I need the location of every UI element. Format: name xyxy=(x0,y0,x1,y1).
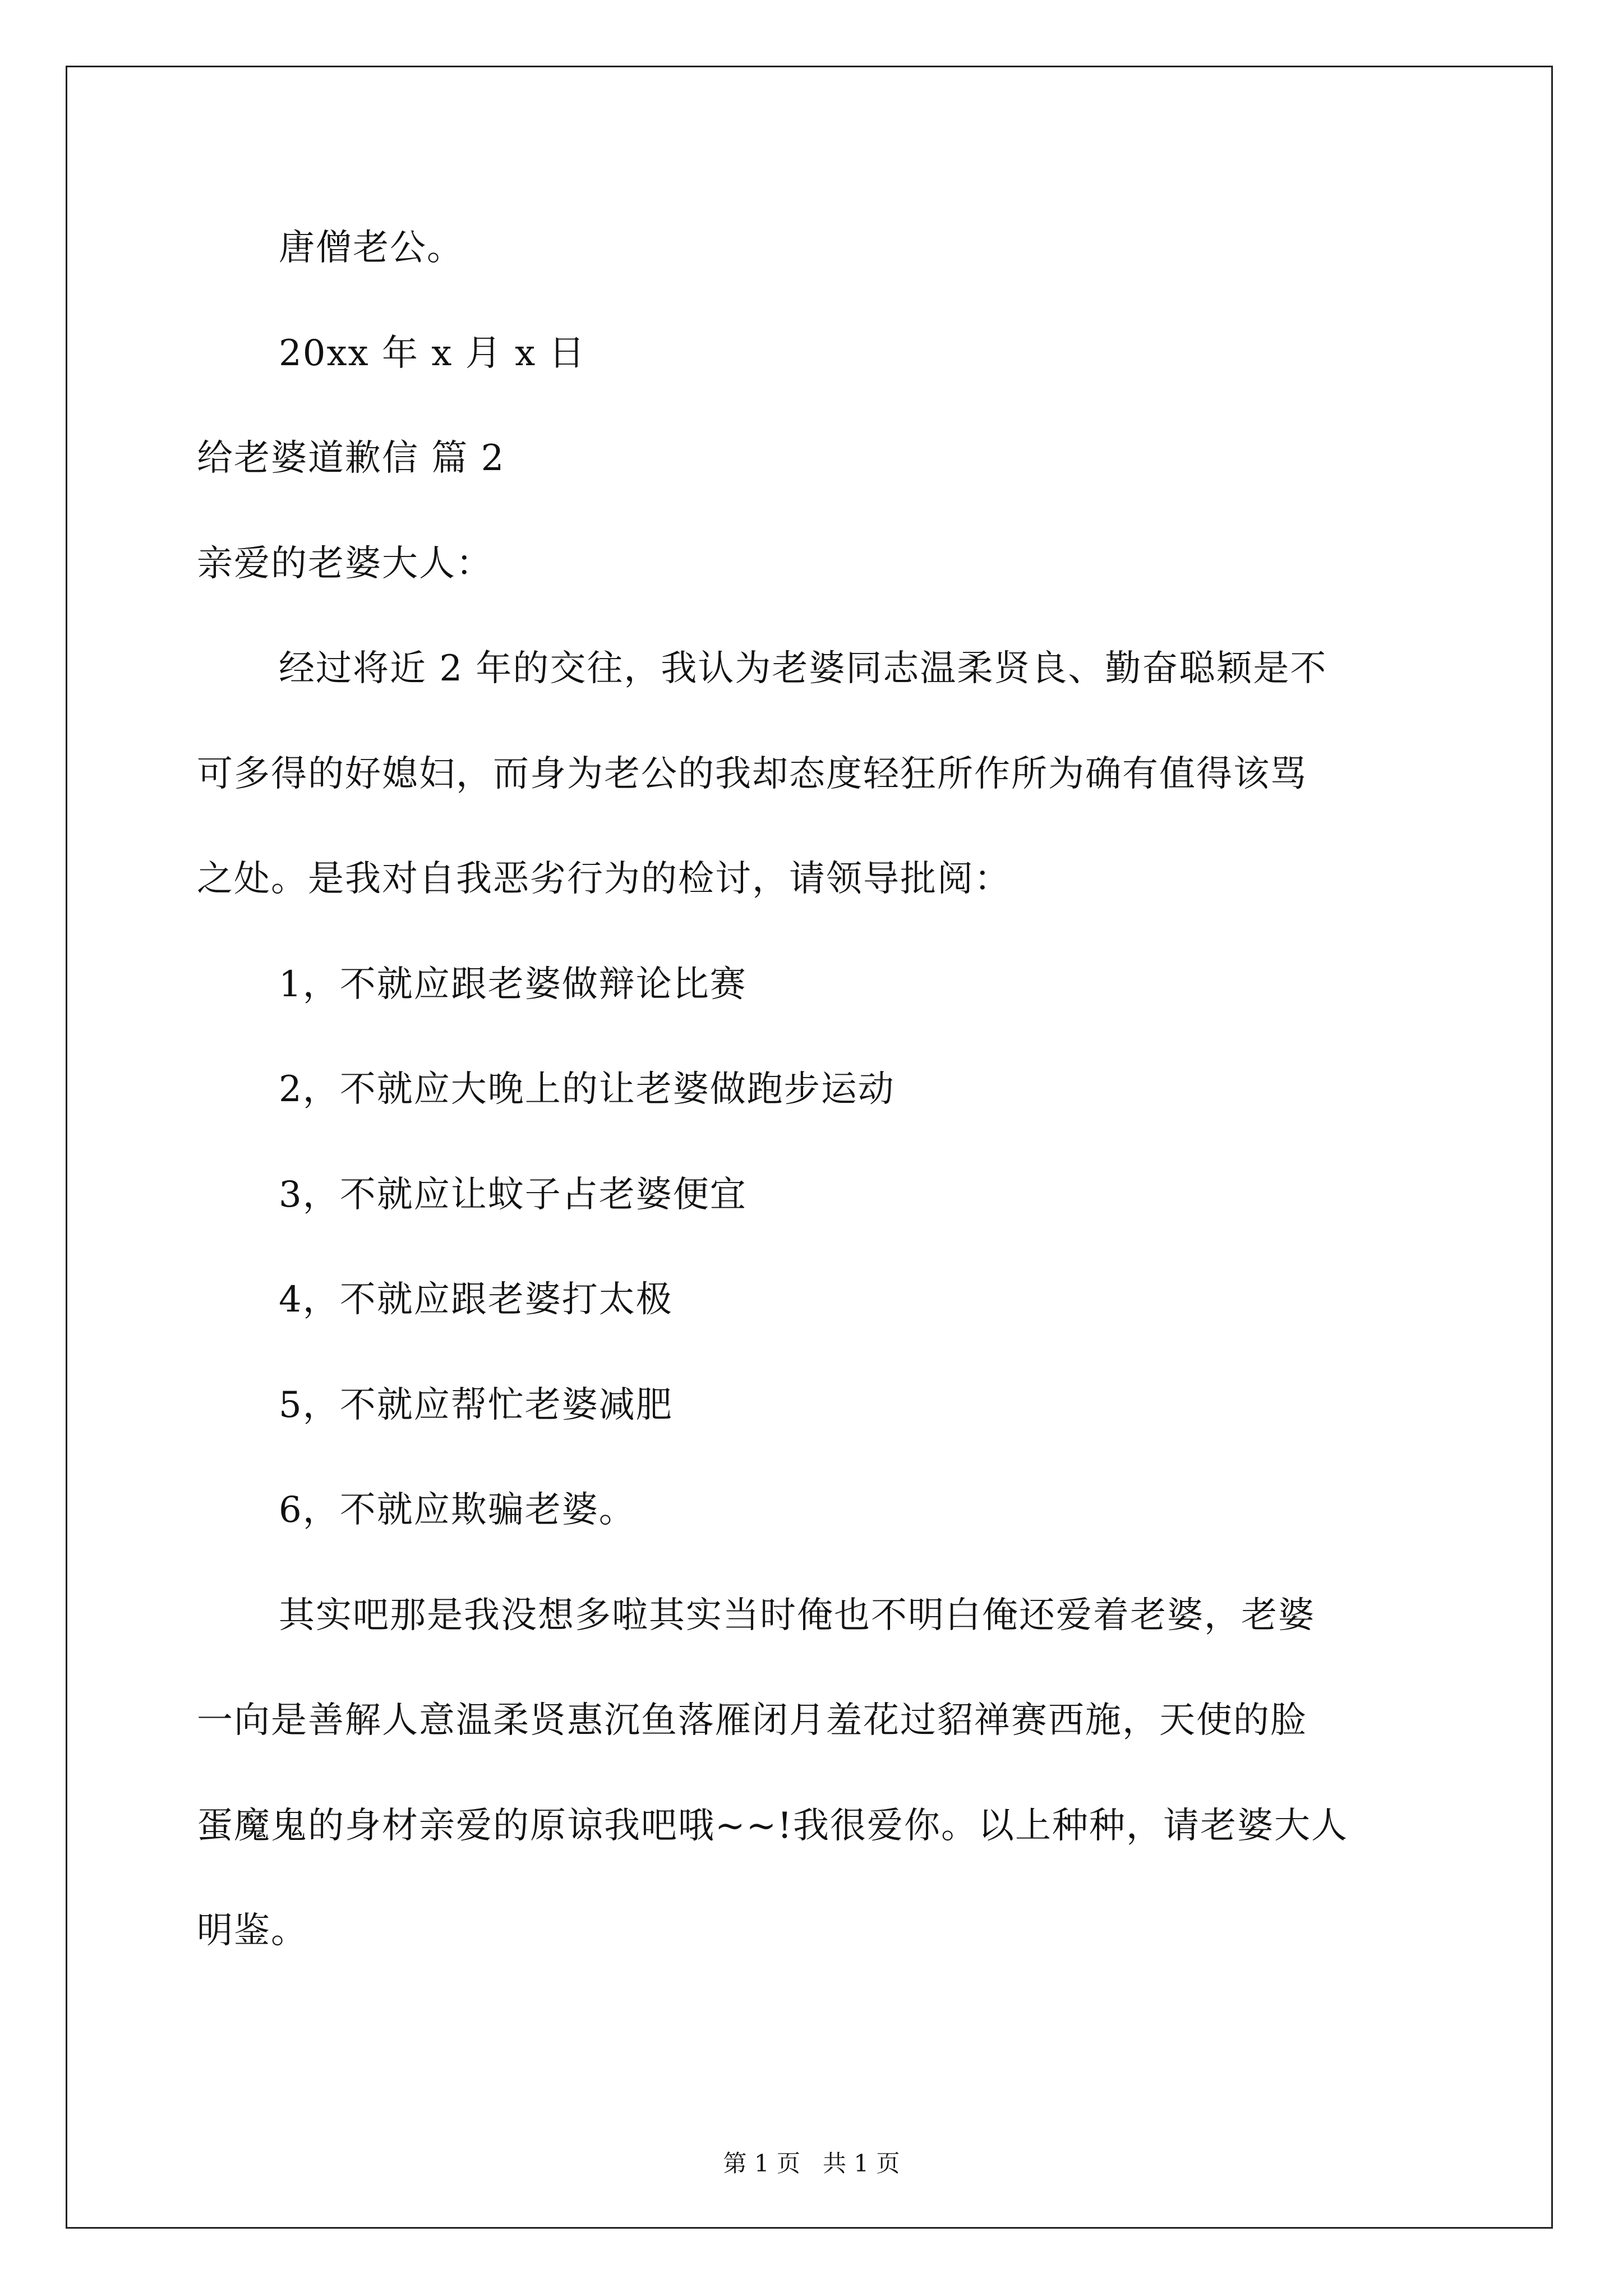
list-item: 6，不就应欺骗老婆。 xyxy=(279,1489,636,1531)
list-item: 5，不就应帮忙老婆减肥 xyxy=(279,1384,673,1426)
date-line: 20xx 年 x 月 x 日 xyxy=(279,333,586,374)
list-item: 1，不就应跟老婆做辩论比赛 xyxy=(279,964,747,1005)
paragraph-line: 一向是善解人意温柔贤惠沉鱼落雁闭月羞花过貂禅赛西施，天使的脸 xyxy=(197,1700,1307,1741)
paragraph-line: 其实吧那是我没想多啦其实当时俺也不明白俺还爱着老婆，老婆 xyxy=(279,1595,1315,1636)
paragraph-line: 之处。是我对自我恶劣行为的检讨，请领导批阅： xyxy=(197,858,1011,900)
paragraph-line: 蛋魔鬼的身材亲爱的原谅我吧哦~~!我很爱你。以上种种，请老婆大人 xyxy=(197,1805,1348,1847)
list-item: 4，不就应跟老婆打太极 xyxy=(279,1279,673,1320)
page-number-footer: 第 1 页 共 1 页 xyxy=(723,2150,900,2177)
paragraph-line: 可多得的好媳妇，而身为老公的我却态度轻狂所作所为确有值得该骂 xyxy=(197,753,1307,795)
list-item: 3，不就应让蚊子占老婆便宜 xyxy=(279,1174,747,1216)
paragraph-line: 明鉴。 xyxy=(197,1910,308,1952)
section-heading: 给老婆道歉信 篇 2 xyxy=(197,438,505,479)
salutation: 亲爱的老婆大人： xyxy=(197,543,493,585)
list-item: 2，不就应大晚上的让老婆做跑步运动 xyxy=(279,1069,895,1110)
paragraph-line: 经过将近 2 年的交往，我认为老婆同志温柔贤良、勤奋聪颖是不 xyxy=(279,648,1327,689)
signature-line: 唐僧老公。 xyxy=(279,227,464,269)
page-border xyxy=(66,66,1553,2229)
